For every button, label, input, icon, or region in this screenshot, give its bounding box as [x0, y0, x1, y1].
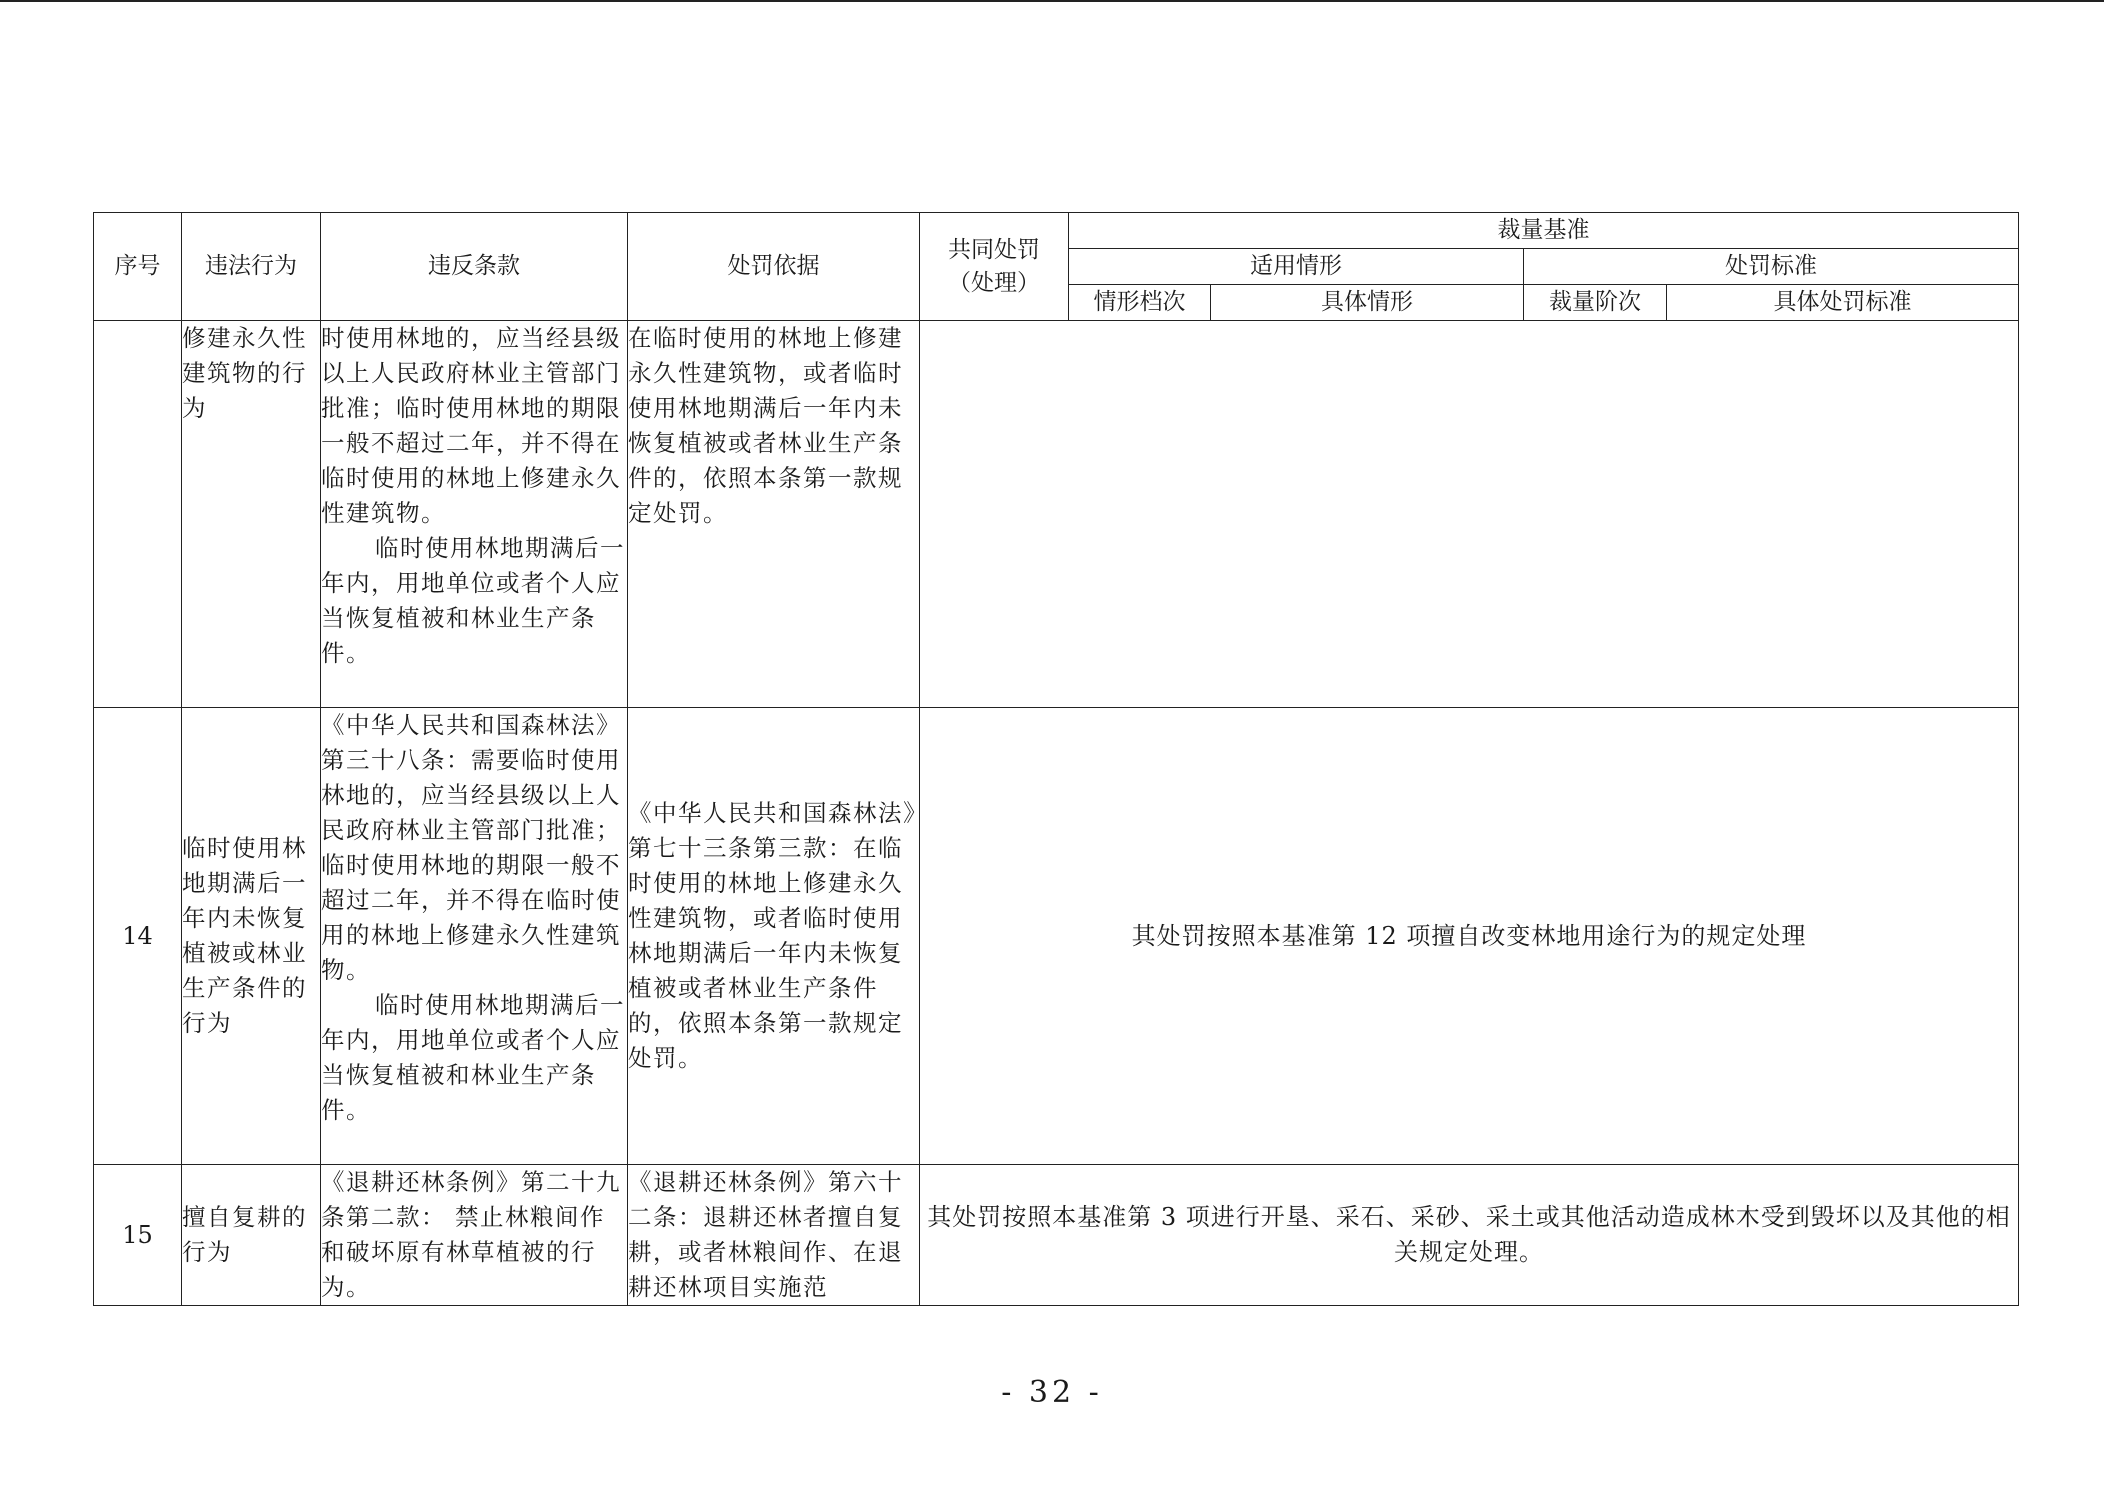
- header-clause: 违反条款: [321, 213, 628, 321]
- row-seq: 14: [94, 708, 182, 1165]
- row-basis: 《中华人民共和国森林法》第七十三条第三款：在临时使用的林地上修建永久性建筑物，或者临时使用林地期满后一年内未恢复植被或者林业生产条件的，依照本条第一款规定处罚。: [628, 708, 920, 1165]
- clause-paragraph: 临时使用林地期满后一年内，用地单位或者个人应当恢复植被和林业生产条件。: [321, 991, 626, 1124]
- row-basis: 在临时使用的林地上修建永久性建筑物，或者临时使用林地期满后一年内未恢复植被或者林业生产条件的，依照本条第一款规定处罚。: [628, 321, 920, 708]
- header-discretion: 裁量基准: [1069, 213, 2019, 249]
- top-border-line: [0, 0, 2104, 2]
- row-clause: [321, 708, 628, 1165]
- header-basis: 处罚依据: [628, 213, 920, 321]
- page-number: - 32 -: [1001, 1375, 1103, 1410]
- row-basis: 《退耕还林条例》第六十二条：退耕还林者擅自复耕，或者林粮间作、在退耕还林项目实施范: [628, 1165, 920, 1306]
- table-row: [94, 708, 2019, 1165]
- discretion-standard-table: [93, 212, 2019, 1306]
- clause-paragraph: 《退耕还林条例》第二十九条第二款： 禁止林粮间作和破坏原有林草植被的行为。: [321, 1168, 621, 1301]
- header-stage: 裁量阶次: [1524, 285, 1667, 321]
- clause-paragraph: 临时使用林地期满后一年内，用地单位或者个人应当恢复植被和林业生产条件。: [321, 534, 626, 667]
- header-act: 违法行为: [182, 213, 321, 321]
- header-penalty: 具体处罚标准: [1667, 285, 2019, 321]
- header-joint: 共同处罚（处理）: [920, 213, 1069, 321]
- row-seq: 15: [94, 1165, 182, 1306]
- row-merged-standard: 其处罚按照本基准第 12 项擅自改变林地用途行为的规定处理: [920, 708, 2019, 1165]
- header-level: 情形档次: [1069, 285, 1211, 321]
- row-merged-standard: [920, 321, 2019, 708]
- header-applicable: 适用情形: [1069, 249, 1524, 285]
- clause-paragraph: 时使用林地的，应当经县级以上人民政府林业主管部门批准；临时使用林地的期限一般不超过二年，并不得在临时使用的林地上修建永久性建筑物。: [321, 324, 621, 527]
- row-act: 修建永久性建筑物的行为: [182, 321, 321, 708]
- row-clause: [321, 321, 628, 708]
- row-act: 擅自复耕的行为: [182, 1165, 321, 1306]
- row-seq: [94, 321, 182, 708]
- header-situation: 具体情形: [1211, 285, 1524, 321]
- row-clause: [321, 1165, 628, 1306]
- row-act: 临时使用林地期满后一年内未恢复植被或林业生产条件的行为: [182, 708, 321, 1165]
- row-merged-standard: 其处罚按照本基准第 3 项进行开垦、采石、采砂、采土或其他活动造成林木受到毁坏以及其他的相关规定处理。: [920, 1165, 2019, 1306]
- table-row: [94, 321, 2019, 708]
- header-standard: 处罚标准: [1524, 249, 2019, 285]
- table-row: [94, 1165, 2019, 1306]
- header-seq: 序号: [94, 213, 182, 321]
- clause-paragraph: 《中华人民共和国森林法》第三十八条：需要临时使用林地的，应当经县级以上人民政府林业主管部门批准；临时使用林地的期限一般不超过二年，并不得在临时使用的林地上修建永久性建筑物。: [321, 711, 621, 984]
